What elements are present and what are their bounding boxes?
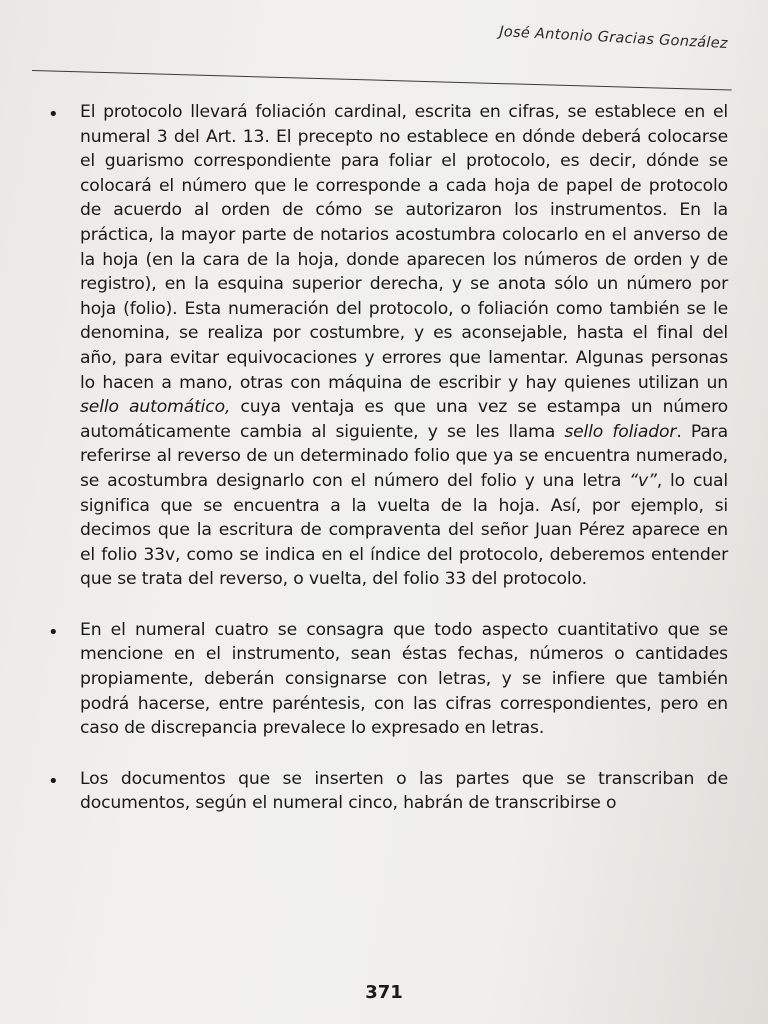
running-head: José Antonio Gracias González xyxy=(499,24,729,52)
paragraph-numeral-cuatro: En el numeral cuatro se consagra que todo aspecto cuantitativo que se mencione en el instrumento, sean éstas fechas, números o cantidades propiamente, deberán consignarse con letras, y se infiere que también podrá hacerse, entre paréntesis, con las cifras correspondientes, pero en caso de discrepancia prevalece lo expresado en letras. xyxy=(80,619,728,739)
page-content xyxy=(48,100,728,842)
text-segment: . Para referirse al reverso de un determinado folio que ya se encuentra numerado, se acostumbra designarlo con el número del folio y una letra xyxy=(80,421,728,491)
bullet-item-numeral-cinco xyxy=(48,767,728,816)
text-segment: cuya ventaja es que una vez se estampa un número automáticamente cambia al siguiente, y se les llama xyxy=(80,397,728,442)
text-segment: , lo cual significa que se encuentra a la vuelta de la hoja. Así, por ejemplo, si decimos que la escritura de compraventa del señor Juan Pérez aparece en el folio 33v, como se indica en el índice del protocolo, deberemos entender que se trata del reverso, o vuelta, del folio 33 del protocolo. xyxy=(80,470,729,590)
italic-term: sello automático, xyxy=(80,397,231,418)
italic-term: “v” xyxy=(629,470,657,491)
text-segment: El protocolo llevará foliación cardinal, escrita en cifras, se establece en el numeral 3 del Art. 13. El precepto no establece en dónde deberá colocarse el guarismo correspondiente para foliar el protocolo, es decir, dónde se colocará el número que le corresponde a cada hoja de papel de protocolo de acuerdo al orden de cómo se autorizaron los instrumentos. En la práctica, la mayor parte de notarios acostumbra colocarlo en el anverso de la hoja (en la cara de la hoja, donde aparecen los números de orden y de registro), en la esquina superior derecha, y se anota sólo un número por hoja (folio). Esta numeración del protocolo, o foliación como también se le denomina, se realiza por costumbre, y es aconsejable, hasta el final del año, para evitar equivocaciones y errores que lamentar. Algunas personas lo hacen a mano, otras con máquina de escribir y hay quienes utilizan un xyxy=(80,102,728,393)
bullet-icon: • xyxy=(48,104,59,125)
paragraph-numeral-cinco: Los documentos que se inserten o las partes que se transcriban de documentos, según el numeral cinco, habrán de transcribirse o xyxy=(80,768,728,814)
page-number: 371 xyxy=(365,982,403,1003)
paragraph-foliacion xyxy=(80,100,728,592)
italic-term: sello foliador xyxy=(564,421,677,442)
bullet-item-foliacion xyxy=(48,100,728,592)
bullet-icon: • xyxy=(48,770,59,792)
header-rule xyxy=(32,70,732,91)
bullet-icon: • xyxy=(48,621,59,643)
bullet-item-numeral-cuatro xyxy=(48,618,728,741)
